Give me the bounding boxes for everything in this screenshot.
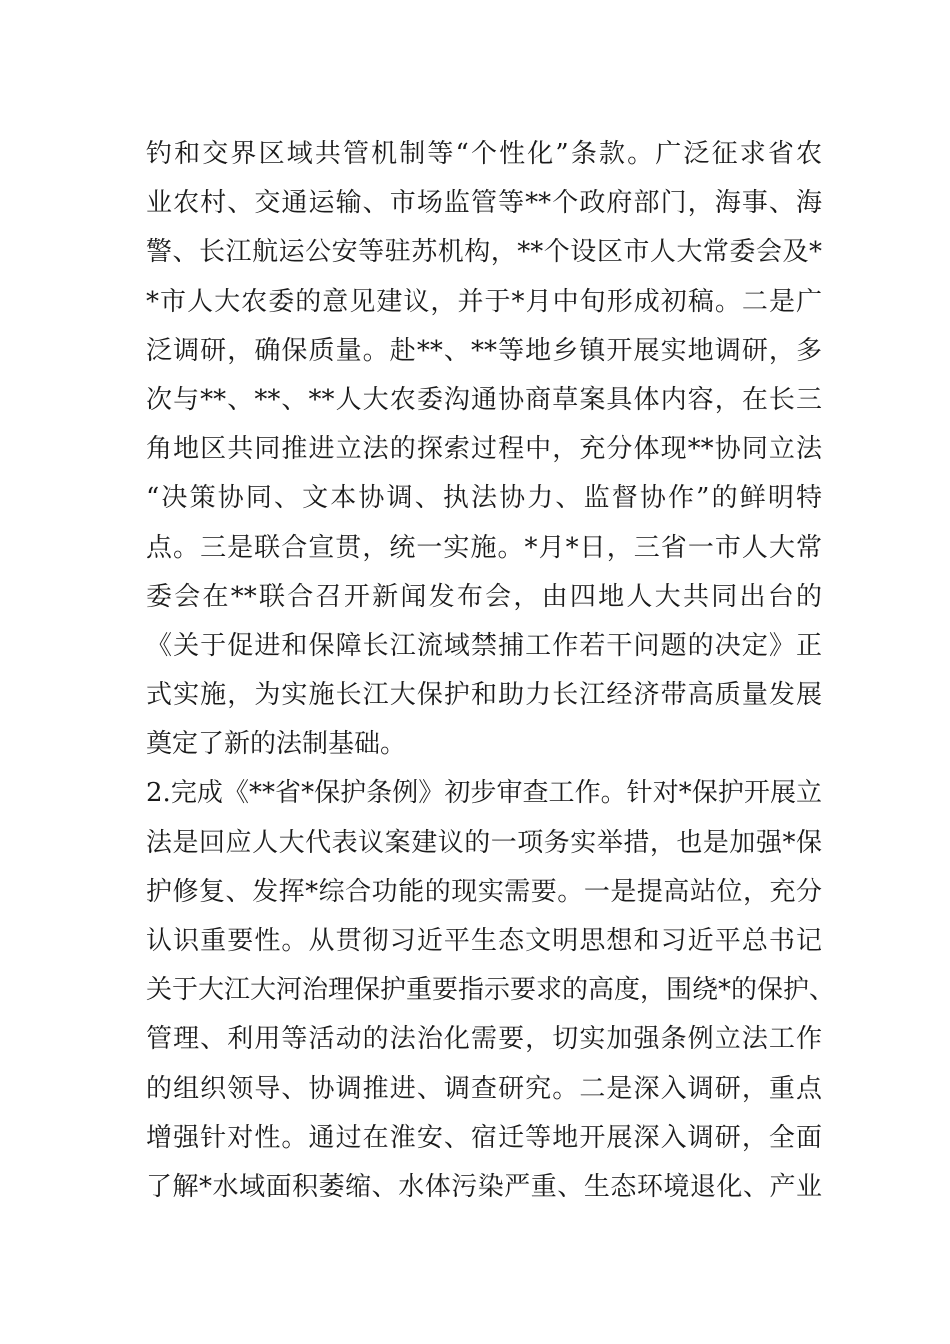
text-line: 《关于促进和保障长江流域禁捕工作若干问题的决定》正 [146, 630, 822, 661]
text-line: 式实施，为实施长江大保护和助力长江经济带高质量发展 [146, 680, 822, 711]
text-line: 点。三是联合宣贯，统一实施。*月*日，三省一市人大常 [146, 532, 822, 563]
text-line: 泛调研，确保质量。赴**、**等地乡镇开展实地调研，多 [146, 335, 822, 366]
text-line: 管理、利用等活动的法治化需要，切实加强条例立法工作 [146, 1024, 822, 1055]
text-line: 的组织领导、协调推进、调查研究。二是深入调研，重点 [146, 1073, 822, 1104]
text-line: 次与**、**、**人大农委沟通协商草案具体内容，在长三 [146, 384, 822, 415]
text-line: 业农村、交通运输、市场监管等**个政府部门，海事、海 [146, 188, 822, 219]
text-line: 警、长江航运公安等驻苏机构，**个设区市人大常委会及* [146, 237, 822, 268]
text-line: 关于大江大河治理保护重要指示要求的高度，围绕*的保护、 [146, 975, 836, 1006]
section-heading-line: 2.完成《**省*保护条例》初步审查工作。针对*保护开展立 [146, 778, 822, 809]
text-line: 了解*水域面积萎缩、水体污染严重、生态环境退化、产业 [146, 1171, 822, 1202]
text-line: 法是回应人大代表议案建议的一项务实举措，也是加强*保 [146, 827, 822, 858]
text-line: 增强针对性。通过在淮安、宿迁等地开展深入调研，全面 [146, 1122, 822, 1153]
body-text [146, 130, 836, 1212]
text-line: 委会在**联合召开新闻发布会，由四地人大共同出台的 [146, 581, 822, 612]
text-line: 认识重要性。从贯彻习近平生态文明思想和习近平总书记 [146, 926, 822, 956]
paragraph-end-line: 奠定了新的法制基础。 [146, 729, 407, 760]
text-line: 护修复、发挥*综合功能的现实需要。一是提高站位，充分 [146, 876, 822, 907]
text-line: 钓和交界区域共管机制等“个性化”条款。广泛征求省农 [146, 139, 822, 169]
text-line: “决策协同、文本协调、执法协力、监督协作”的鲜明特 [146, 483, 822, 514]
text-line: 角地区共同推进立法的探索过程中，充分体现**协同立法 [146, 434, 822, 465]
text-line: *市人大农委的意见建议，并于*月中旬形成初稿。二是广 [146, 286, 822, 317]
